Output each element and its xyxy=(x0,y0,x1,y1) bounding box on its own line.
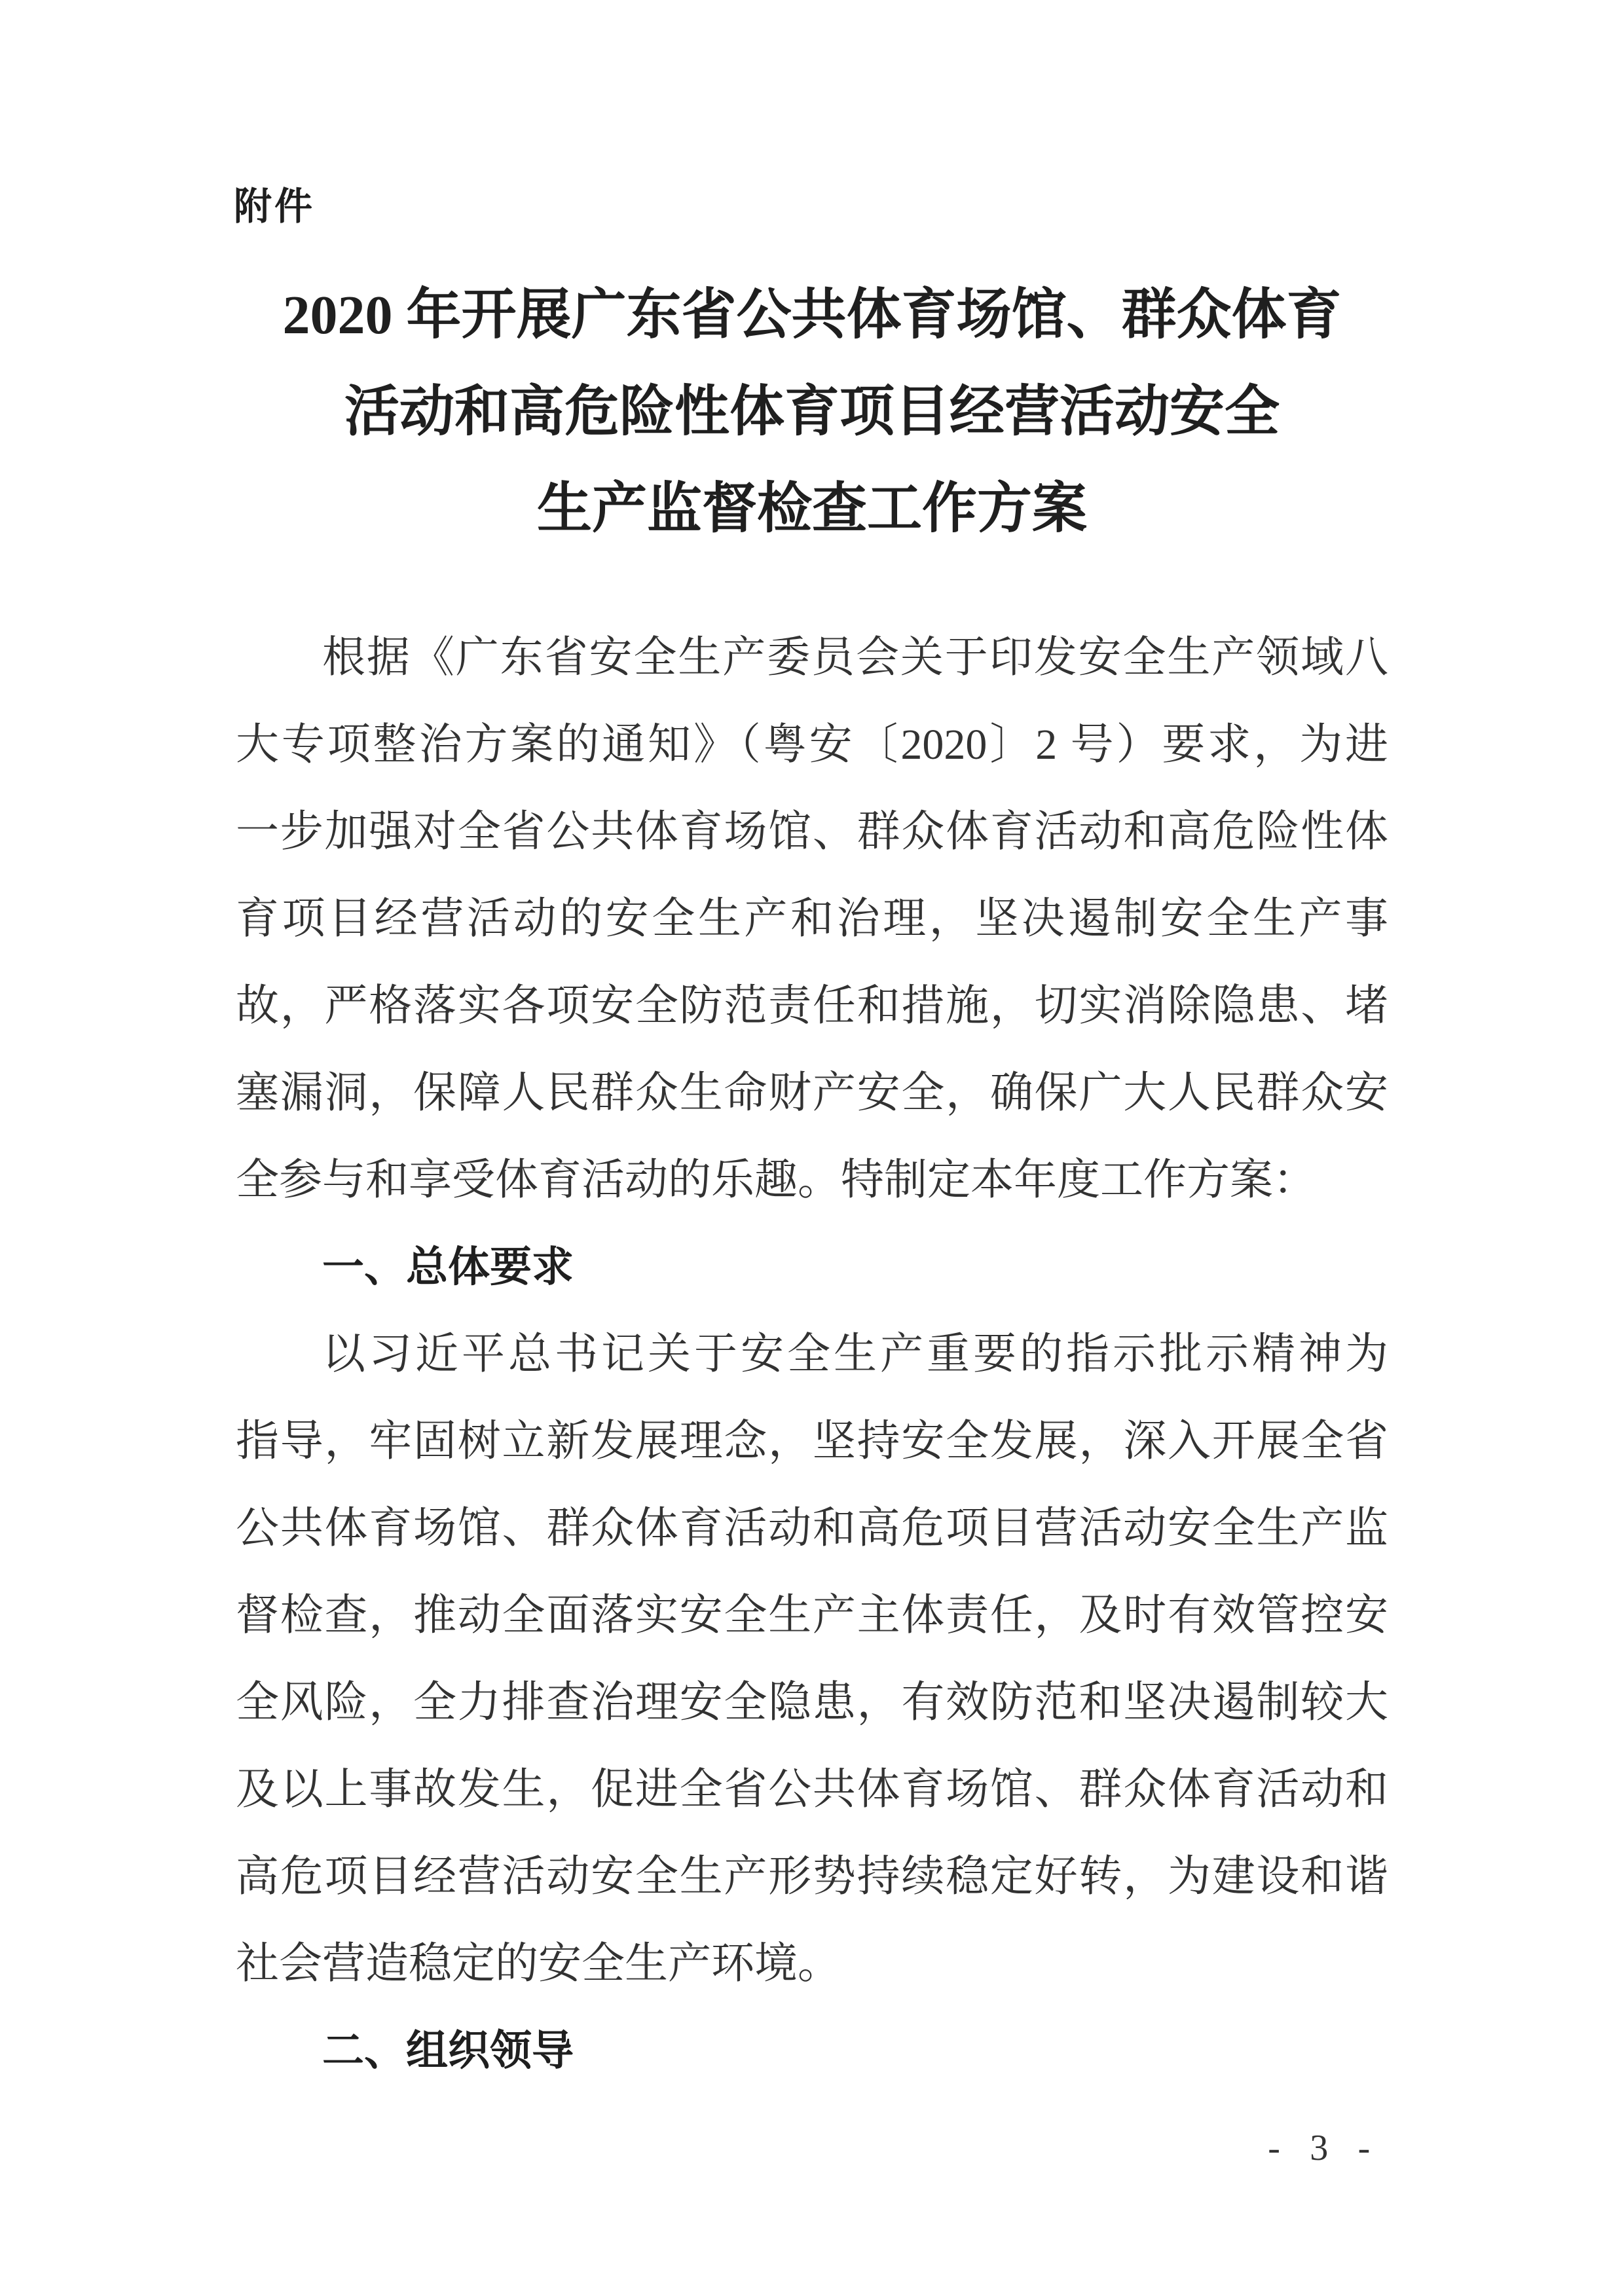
body-line: 全风险，全力排查治理安全隐患，有效防范和坚决遏制较大 xyxy=(236,1679,1388,1726)
page-number: - 3 - xyxy=(1268,2128,1380,2168)
body-line: 指导，牢固树立新发展理念，坚持安全发展，深入开展全省 xyxy=(236,1417,1388,1465)
document-body xyxy=(236,614,1388,2094)
body-line: 以习近平总书记关于安全生产重要的指示批示精神为 xyxy=(322,1330,1388,1378)
body-line: 大专项整治方案的通知》（粤安〔2020〕2 号）要求，为进 xyxy=(236,721,1388,769)
body-line: 一步加强对全省公共体育场馆、群众体育活动和高危险性体 xyxy=(236,808,1388,856)
title-line: 2020 年开展广东省公共体育场馆、群众体育 xyxy=(282,285,1342,346)
section-heading-1: 一、总体要求 xyxy=(322,1243,574,1290)
body-line: 根据《广东省安全生产委员会关于印发安全生产领域八 xyxy=(322,634,1388,682)
body-line: 及以上事故发生，促进全省公共体育场馆、群众体育活动和 xyxy=(236,1766,1388,1813)
body-line: 高危项目经营活动安全生产形势持续稳定好转，为建设和谐 xyxy=(236,1853,1388,1901)
title-line: 生产监督检查工作方案 xyxy=(536,479,1087,539)
body-line: 公共体育场馆、群众体育活动和高危项目营活动安全生产监 xyxy=(236,1504,1388,1552)
body-line: 育项目经营活动的安全生产和治理，坚决遏制安全生产事 xyxy=(236,895,1388,943)
paragraph xyxy=(236,1311,1388,2007)
body-line: 故，严格落实各项安全防范责任和措施，切实消除隐患、堵 xyxy=(236,982,1388,1030)
attachment-label: 附件 xyxy=(234,185,316,228)
paragraph xyxy=(236,614,1388,1224)
document-title xyxy=(157,267,1467,558)
body-line: 督检查，推动全面落实安全生产主体责任，及时有效管控安 xyxy=(236,1592,1388,1639)
body-line: 全参与和享受体育活动的乐趣。特制定本年度工作方案： xyxy=(236,1156,1316,1204)
body-line: 塞漏洞，保障人民群众生命财产安全，确保广大人民群众安 xyxy=(236,1069,1388,1117)
section-heading-2: 二、组织领导 xyxy=(322,2027,574,2074)
title-line: 活动和高危险性体育项目经营活动安全 xyxy=(344,382,1280,443)
body-line: 社会营造稳定的安全生产环境。 xyxy=(236,1940,841,1988)
